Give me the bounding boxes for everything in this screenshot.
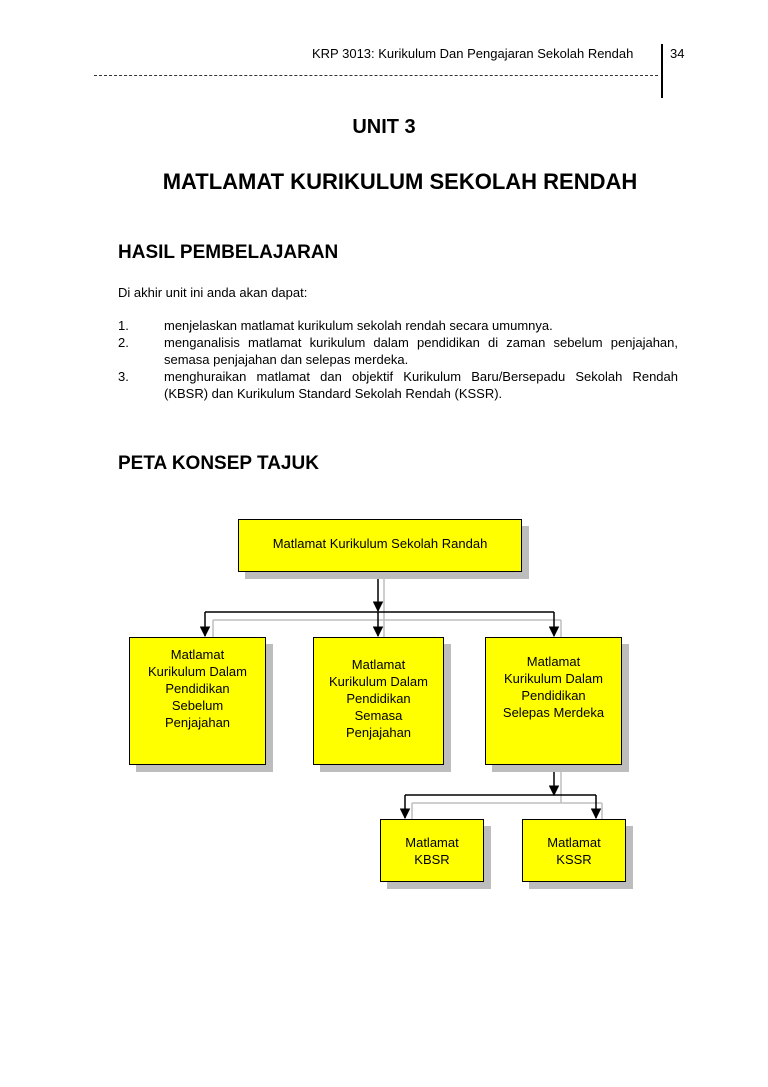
running-header-course: KRP 3013: Kurikulum Dan Pengajaran Sekolah Rendah bbox=[312, 46, 634, 61]
learning-outcomes-intro: Di akhir unit ini anda akan dapat: bbox=[118, 285, 308, 300]
learning-outcomes-heading: HASIL PEMBELAJARAN bbox=[118, 242, 339, 263]
concept-branch-after-independence: Matlamat Kurikulum Dalam Pendidikan Selepas Merdeka bbox=[485, 637, 622, 765]
concept-map-heading: PETA KONSEP TAJUK bbox=[118, 453, 319, 474]
unit-label: UNIT 3 bbox=[352, 116, 416, 138]
concept-branch-during-colonial: Matlamat Kurikulum Dalam Pendidikan Semasa Penjajahan bbox=[313, 637, 444, 765]
concept-leaf-kssr: Matlamat KSSR bbox=[522, 819, 626, 882]
page-title: MATLAMAT KURIKULUM SEKOLAH RENDAH bbox=[162, 169, 638, 194]
list-item: 2. menganalisis matlamat kurikulum dalam pendidikan di zaman sebelum penjajahan, semasa penjajahan dan selepas merdeka. bbox=[118, 335, 678, 367]
concept-branch-before-colonial: Matlamat Kurikulum Dalam Pendidikan Sebelum Penjajahan bbox=[129, 637, 266, 765]
list-item: 1. menjelaskan matlamat kurikulum sekolah rendah secara umumnya. bbox=[118, 318, 553, 333]
concept-root-box: Matlamat Kurikulum Sekolah Randah bbox=[238, 519, 522, 572]
concept-leaf-kbsr: Matlamat KBSR bbox=[380, 819, 484, 882]
page-number: 34 bbox=[670, 46, 685, 61]
list-item: 3. menghuraikan matlamat dan objektif Kurikulum Baru/Bersepadu Sekolah Rendah (KBSR) dan Kurikulum Standard Sekolah Rendah (KSSR). bbox=[118, 369, 678, 401]
